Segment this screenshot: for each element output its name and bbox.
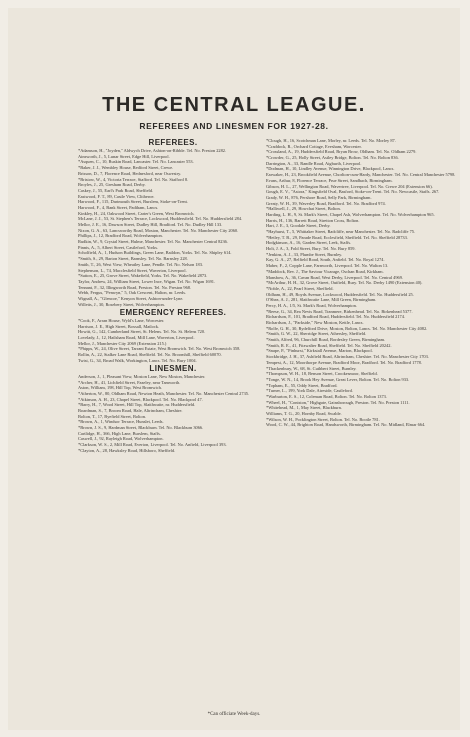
list-item: O'Shea, A. J., 281, Slaithwaite Lane, Mill Green, Birmingham. [266, 297, 377, 303]
linesmen-list [78, 374, 268, 453]
list-item: *Hayhurst, T., 5, Whittaker Street, Radcliffe, near Manchester. Tel. No. Radcliffe 75. [266, 229, 416, 234]
list-item: Gough, E. V., "Astora," Kingsfield Oval, Basford, Stoke-on-Trent. Tel. No. Newcastle, Staffs. 267. [266, 189, 440, 195]
referees-heading: REFEREES. [148, 138, 198, 147]
list-item: Anderson, J., 1, Pleasant View, Moston Lane, New Moston, Manchester. [78, 373, 206, 379]
list-item: Richardson, F., 101, Bradford Road, Huddersfield. Tel. No. Huddersfield 2174. [266, 314, 406, 320]
list-item: *Clough, H., 16, Scotchman Lane, Morley, nr. Leeds. Tel. No. Morley 87. [266, 138, 396, 143]
list-item: Twist, G., 34, Broad Walk, Workington, Lancs. Tel. No. Bury 1004. [78, 357, 197, 363]
list-item: *Adamson, H., "Joyden," Aldwych Drive, Ashton-on-Ribble. Tel. No. Preston 2282. [78, 148, 227, 154]
list-item: *Hetley, T. B., 29, Parade Road, Ecclesfield, Sheffield. Tel. No. Sheffield 28733. [266, 234, 408, 240]
list-item: Howitt, G., 142, Cumberland Street, St. Helens. Tel. No. St. Helens 720. [78, 329, 206, 335]
list-item: Phillips, J., 12, Bradford Road, Wolverhampton. [78, 233, 163, 239]
list-item: Mansbow, A., 36, Cavan Road, West Derby, Liverpool. Tel. No. Central 4969. [266, 274, 404, 280]
list-item: Darrington, A., 33, Randle Road, Aigburth, Liverpool. [266, 160, 362, 166]
list-item: Broyles, J., 25, Gresham Road, Derby. [78, 182, 146, 188]
list-item: Richardson, J., "Parkside," New Moston, Kettle, Lancs. [266, 320, 364, 325]
list-item: *Wilson, W. H., Pocklington Street, Bolton. Tel. No. Bootle 781. [266, 416, 380, 422]
list-item: Caskey, J., 55, Earl's Park Road, Sheffield. [78, 187, 154, 193]
list-item: Taylor, Andrew, 24, William Street, Lower Ince, Wigan. Tel. No. Wigan 1691. [78, 278, 216, 284]
list-item: *Smith, S., 29, Barton Street, Barnsley. Tel. No. Barnsley 228. [78, 256, 188, 262]
list-item: Holt, J. A., 3, Fold Street, Bury. Tel. No. Bury 859. [266, 246, 356, 252]
list-item: *Craddock, R., Orchard Cottage, Evesham, Worcester. [266, 143, 362, 149]
list-item: Rollin, A., 22, Stalker Lane Road, Sheffield. Tel. No. Broomhill, Sheffield 60070. [78, 351, 222, 357]
list-item: Stockbridge, J. H., 37, Ashfield Road, Altrincham, Cheshire. Tel. No. Manchester City 1703. [266, 354, 429, 360]
list-item: *Wheel, H., "Coniston," Highgate, Gainsborough, Preston. Tel. No. Preston 1111. [266, 399, 410, 405]
list-item: Harris, H., 136, Barrett Road, Stretton Cross, Bolton. [266, 217, 360, 223]
list-item: *Thackenbury, W., 68, St. Cuthbert Street, Burnley. [266, 365, 357, 371]
list-item: Smith, T., 26, West View, Wheatley Lane, Pendle. Tel. No. Nelson 183. [78, 261, 204, 267]
list-item: Stephenson, L., 74, Macclesfield Street, Waverton, Liverpool. [78, 267, 187, 273]
list-item: Harwood, F., 4, Bank Street, Padiham, Lancs. [78, 204, 159, 210]
list-item: *Phipps, W., 24, Olive Street, Tarrant Estate, West Bromwich. Tel. No. West Bromwich 358. [78, 346, 241, 352]
list-item: Mellor, J., Manchester City 2069 (Extension 215.) [78, 340, 167, 346]
list-item: Caswell, J., 92, Rayleigh Road, Wolverhampton. [78, 436, 164, 442]
list-item: *Snape, P., "Pinhurst," Kirkstall Avenue, Marton, Blackpool. [266, 348, 373, 354]
linesmen-heading: LINESMEN. [149, 363, 197, 373]
list-item: *Baker, J. J., Wembley House, Redford Street, Crewe. [78, 165, 174, 171]
list-item: Oldham, H., 49, Royds Avenue, Lockwood, Huddersfield. Tel. No. Huddersfield 25. [266, 291, 414, 297]
list-item: Wignall, A., "Glencoe," Kenyon Street, Ashton-under-Lyne. [78, 295, 184, 301]
list-item: *Brown, A., 1, Windsor Terrace, Hunslet, Leeds. [78, 419, 164, 425]
list-item: *Archer, H., 41, Lichfield Street, Fazeley, near Tamworth. [78, 379, 181, 385]
list-item: *Jenkins, A. J., 33, Plumbe Street, Burnley. [266, 251, 343, 257]
list-item: Maber, F., 2, Copple Lane, Farnworth, Liverpool. Tel. No. Walton 13. [266, 263, 389, 269]
list-item: *Crossland, A., 19, Huddersfield Road, Bryan Brow, Oldham. Tel. No. Oldham 2279. [266, 149, 417, 155]
list-item: Tempest, A., 12, Moorthorpe Avenue, Bradford Moor, Bradford. Tel. No. Bradford 1778. [266, 359, 422, 365]
list-item: *Clayton, A., 28, Hawksley Road, Hillsboro, Sheffield. [78, 447, 176, 453]
list-item: McLane, J. J., 53, St. Stephen's Terrace, Lockwood, Huddersfield. Tel. No. Huddersfield 284. [78, 216, 243, 222]
list-item: Bolton, T., 17, Byefield Street, Bolton. [78, 413, 147, 419]
list-item: Cartlidge, H., 366, High Lane, Burslem, Staffs. [78, 430, 161, 436]
list-item: Eastwood, F. T., 89, Castle View, Clitheroe. [78, 193, 155, 199]
list-item: Harding, L. H., 9, St. Mark's Street, Chapel Ash, Wolverhampton. Tel. No. Wolverhampton 965. [266, 211, 435, 217]
list-item: *Barry, H., 7, Wood Street, Hill Top, Slaithwaite, nr. Huddersfield. [78, 402, 196, 408]
referees-list [78, 148, 268, 307]
list-item: Willetts, J., 30, Rosebery Street, Wolverhampton. [78, 301, 165, 307]
list-item: Harwood, F., 115, Dartmouth Street, Burslem, Stoke-on-Trent. [78, 199, 188, 205]
list-item: Grady, W. H., 876, Pershore Road, Selly Park, Birmingham. [266, 194, 372, 200]
list-item: Williams, T. G., 20, Hornby Road, Swalde. [266, 411, 342, 416]
list-item: *Reese, G., 34, Rea Nevis Road, Tranmere, Birkenhead. Tel. No. Birkenhead 5377. [266, 308, 413, 314]
list-item: Rudkin, W., 9, Crystal Street, Hulme, Manchester. Tel. No. Manchester Central 8236. [78, 239, 228, 245]
list-item: Webb, Fergus, "Penwyn," 5, Oak Crescent, Halton, nr. Leeds. [78, 290, 187, 296]
list-item: *Thompson, W. H., 18, Benson Street, Crookesmoor, Sheffield. [266, 371, 378, 377]
list-item: *Bristow, W., 4, Victoria Terrace, Stafford. Tel. No. Stafford 8. [78, 176, 189, 182]
list-item: *Warburton, E. S., 12, Coleman Road, Bolton. Tel. No. Bolton 1373. [266, 393, 387, 399]
list-item: Earwaker, H., 23, Brookfield Avenue, Chorlton-cum-Hardy, Manchester. Tel. No. Central Manchester 5798. [266, 172, 456, 178]
list-item: Lovelady, J., 12, Hailsham Road, Mill Lane, Waverton, Liverpool. [78, 334, 195, 340]
list-item: Evans, Arthur, 8, Florence Terrace, Prue Street, Sandbach, Birmingham. [266, 177, 393, 183]
list-item: *Sutton, E., 25, Grove Street, Wakefield, Yorks. Tel. No. Wakefield 2873. [78, 273, 208, 279]
page-title: THE CENTRAL LEAGUE. [102, 94, 366, 116]
list-item: Greaty, W. H., 39, Waverley Road, Bradford. Tel. No. Bradford 974. [266, 200, 386, 206]
list-item: *Dodman, H., 10, Lindley Avenue, Winnington Drive, Blackpool, Lancs. [266, 166, 395, 172]
list-item: *Whitehead, M., 1, May Street, Blackburn. [266, 405, 342, 411]
list-item: Boardman, S., 7, Broom Road, Hale, Altrincham, Cheshire. [78, 407, 183, 413]
list-item: Hodgkinson, A., 16, Garden Street, Leek, Staffs. [266, 240, 352, 246]
emergency-referees-heading: EMERGENCY REFEREES. [119, 307, 227, 317]
list-item: Ainsworth, J., 5, Lunar Street, Edge Hill, Liverpool. [78, 153, 170, 159]
list-item: Aston, William, 198, Hill Top, West Bromwich. [78, 385, 162, 391]
list-item: Scholfield, A., 1, Hudson Buildings, Green Lane, Baildon, Yorks. Tel. No. Shipley 614. [78, 250, 232, 256]
list-item: *Rolfe, G. H., 30, Rydelford Drive, Moston, Bolton, Lancs. Tel. No. Manchester City 4082. [266, 325, 428, 331]
list-item: Percy, H. A., 1/5, St. Mark's Road, Wolverhampton. [266, 302, 357, 308]
list-item: *Smith, R. E., 41, Fitzwalter Road, Sheffield. Tel. No. Sheffield 20242. [266, 342, 392, 348]
list-item: Hart, J. E., 3, Goodale Street, Derby. [266, 223, 331, 229]
list-item: Wood, C. W., 44, Brighton Road, Handsworth, Birmingham. Tel. No. Midland, Elmar 664. [266, 422, 426, 428]
left-column [78, 138, 268, 453]
list-item: *Halliwell, J., 29, Howchat Street, Bolton. [266, 206, 341, 212]
footnote: *Can officiate Week-days. [207, 712, 261, 717]
list-item: Tennant, F., 32, Illingworth Road, Preston. Tel. No. Preston 968. [78, 284, 192, 290]
list-item: Mellor, J. E., 16, Dawson Street, Dudley Hill, Bradford. Tel. No. Dudley Hill 133. [78, 222, 223, 228]
list-item: Pinnis, A., 5, Albert Street, Castleford, Yorks. [78, 244, 159, 250]
list-item: *Topham, E., 55, Oddy Street, Bradford. [266, 382, 338, 388]
list-item: *Maddock, Rev. J., The Saviour Vicarage, Oschan Road, Kirkham. [266, 268, 384, 274]
emergency-referees-list [78, 318, 268, 363]
list-item: *Tonge, W. N., 14, Brook Hey Avenue, Great Lever, Bolton. Tel. No. Bolton 933. [266, 376, 410, 382]
list-item: *Smith, Alfred, 96, Churchill Road, Bordesley Green, Birmingham. [266, 337, 386, 343]
list-item: *Asquen, C., 10, Ruskin Road, Lancaster. Tel. No. Lancaster 553. [78, 159, 194, 165]
list-item: Gibson, H. L., 27, Wellington Road, Wavertree, Liverpool. Tel. No. Crewe 204 (Extension 66). [266, 183, 433, 189]
league-sheet [8, 8, 460, 730]
list-item: *McArthur, H. H., 32, Grove Street, Outfield, Bury. Tel. No. Derby 1490 (Extension 40). [266, 280, 423, 286]
list-item: *Noble, A., 22, Pearl Street, Sheffield. [266, 285, 334, 291]
list-item: Kinkley, H., 24, Oakwood Street, Carter's Green, West Bromwich. [78, 210, 195, 216]
list-item: *Cook, F., Arran House, Wyld's Lane, Worcester. [78, 317, 165, 323]
list-item: *Turner, L., 199, York Dale, Aireside, Castleford. [266, 388, 353, 394]
list-item: *Atkinson, A. H., 23, Chapel Street, Blackpool. Tel. No. Blackpool 47. [78, 396, 203, 402]
list-item: Kay, G. A., 27, Belfield Road, South, Anfield. Tel. No. Royal 1274. [266, 257, 385, 263]
list-item: *Clarkson, W. S., 2, Mill Road, Everton, Liverpool. Tel. No. Anfield, Liverpool 393. [78, 442, 227, 448]
linesmen-list-continued [266, 138, 456, 427]
page-subtitle: REFEREES AND LINESMEN FOR 1927-28. [139, 121, 329, 131]
list-item: Nixon, G. A., 63, Lancsworthy Road, Moston, Manchester. Tel. No. Manchester City 2060. [78, 227, 239, 233]
list-item: *Brown, J. S., 9, Hardman Street, Blackburn. Tel. No. Blackburn 3066. [78, 425, 204, 431]
list-item: Brisson, D., 7, Florence Road, Hednesford, near Oswestry. [78, 170, 182, 176]
right-column [266, 138, 456, 428]
list-item: Harrison, J. E., High Street, Boxsall, Matlock. [78, 323, 160, 329]
list-item: *Crowder, G., 25, Holly Street, Astley Bridge, Bolton. Tel. No. Bolton 836. [266, 155, 399, 161]
list-item: *Atherton, W., 80, Oldham Road, Newton Heath, Manchester. Tel. No. Manchester Central 2735. [78, 390, 250, 396]
list-item: *Smith, G. W., 22, Sherridge Street, Athersley, Sheffield. [266, 331, 367, 337]
